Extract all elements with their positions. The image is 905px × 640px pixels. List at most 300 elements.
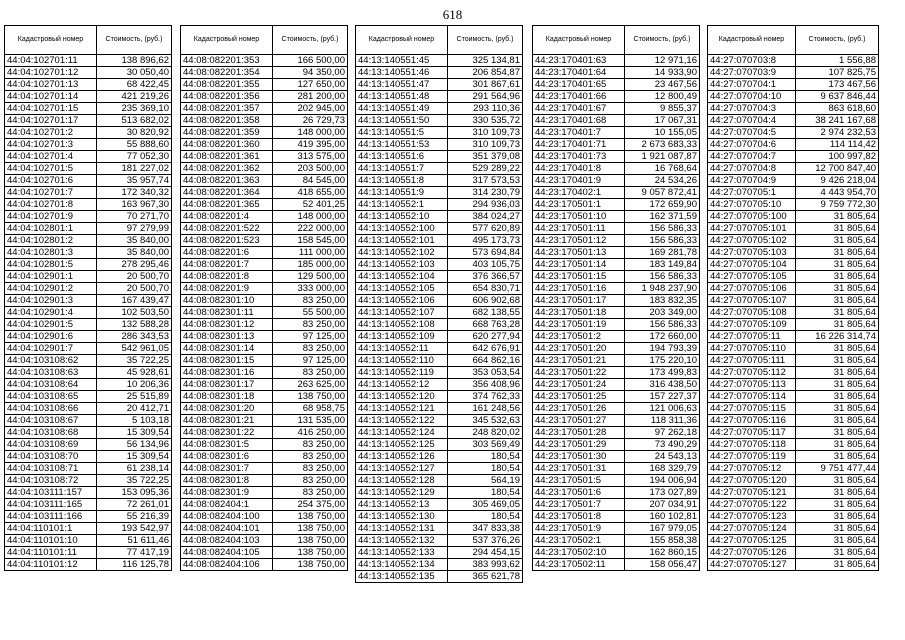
cadastral-number-cell: 44:13:140552:103 bbox=[356, 259, 448, 271]
cadastral-number-cell: 44:27:070705:111 bbox=[708, 355, 796, 367]
table-row bbox=[356, 415, 523, 427]
table-row bbox=[356, 151, 523, 163]
cost-cell: 416 250,00 bbox=[273, 427, 348, 439]
cadastral-number-cell: 44:27:070705:109 bbox=[708, 319, 796, 331]
table-row bbox=[5, 103, 172, 115]
cost-cell: 35 722,25 bbox=[97, 355, 172, 367]
cost-cell: 194 006,94 bbox=[625, 475, 700, 487]
column-header-cost: Стоимость, (руб.) bbox=[625, 26, 700, 55]
cadastral-number-cell: 44:08:082201:354 bbox=[181, 67, 273, 79]
table-row bbox=[533, 259, 700, 271]
cost-cell: 31 805,64 bbox=[796, 451, 879, 463]
column-header-cadastral-number: Кадастровый номер bbox=[181, 26, 273, 55]
cadastral-number-cell: 44:27:070705:112 bbox=[708, 367, 796, 379]
cadastral-number-cell: 44:08:082201:359 bbox=[181, 127, 273, 139]
cost-cell: 138 750,00 bbox=[273, 523, 348, 535]
cost-cell: 254 375,00 bbox=[273, 499, 348, 511]
cost-cell: 31 805,64 bbox=[796, 247, 879, 259]
cost-cell: 333 000,00 bbox=[273, 283, 348, 295]
cost-cell: 131 535,00 bbox=[273, 415, 348, 427]
cadastral-number-cell: 44:27:070705:118 bbox=[708, 439, 796, 451]
table-row bbox=[356, 235, 523, 247]
cadastral-number-cell: 44:08:082201:364 bbox=[181, 187, 273, 199]
cost-cell: 325 134,81 bbox=[448, 55, 523, 67]
table-row bbox=[5, 427, 172, 439]
cost-cell: 138 750,00 bbox=[273, 547, 348, 559]
cost-cell: 5 103,18 bbox=[97, 415, 172, 427]
cadastral-number-cell: 44:27:070705:103 bbox=[708, 247, 796, 259]
cadastral-number-cell: 44:04:102701:13 bbox=[5, 79, 97, 91]
cost-cell: 573 694,84 bbox=[448, 247, 523, 259]
cadastral-number-cell: 44:23:170501:17 bbox=[533, 295, 625, 307]
table-row bbox=[5, 319, 172, 331]
cost-cell: 495 173,73 bbox=[448, 235, 523, 247]
cadastral-number-cell: 44:04:110101:12 bbox=[5, 559, 97, 571]
cost-cell: 114 114,42 bbox=[796, 139, 879, 151]
table-row bbox=[181, 103, 348, 115]
cost-cell: 167 439,47 bbox=[97, 295, 172, 307]
cost-cell: 175 220,10 bbox=[625, 355, 700, 367]
table-row bbox=[5, 367, 172, 379]
cadastral-number-cell: 44:04:103111:157 bbox=[5, 487, 97, 499]
cadastral-number-cell: 44:08:082201:353 bbox=[181, 55, 273, 67]
table-row bbox=[356, 79, 523, 91]
table-row bbox=[533, 439, 700, 451]
cadastral-number-cell: 44:08:082201:358 bbox=[181, 115, 273, 127]
cadastral-number-cell: 44:13:140552:106 bbox=[356, 295, 448, 307]
table-row bbox=[356, 67, 523, 79]
cadastral-number-cell: 44:27:070705:114 bbox=[708, 391, 796, 403]
table-row bbox=[708, 271, 879, 283]
table-row bbox=[356, 559, 523, 571]
cost-cell: 31 805,64 bbox=[796, 367, 879, 379]
cost-cell: 172 659,90 bbox=[625, 199, 700, 211]
cost-cell: 248 820,02 bbox=[448, 427, 523, 439]
cost-cell: 55 888,60 bbox=[97, 139, 172, 151]
table-row bbox=[533, 415, 700, 427]
cost-cell: 173 499,83 bbox=[625, 367, 700, 379]
table-row bbox=[708, 295, 879, 307]
cost-cell: 207 034,91 bbox=[625, 499, 700, 511]
cadastral-number-cell: 44:08:082201:8 bbox=[181, 271, 273, 283]
cadastral-number-cell: 44:04:102701:15 bbox=[5, 103, 97, 115]
cadastral-number-cell: 44:04:103111:166 bbox=[5, 511, 97, 523]
cadastral-number-cell: 44:23:170402:1 bbox=[533, 187, 625, 199]
cost-cell: 163 967,30 bbox=[97, 199, 172, 211]
cost-cell: 181 227,02 bbox=[97, 163, 172, 175]
cost-cell: 418 655,00 bbox=[273, 187, 348, 199]
cost-cell: 14 933,90 bbox=[625, 67, 700, 79]
table-row bbox=[356, 547, 523, 559]
cost-cell: 83 250,00 bbox=[273, 463, 348, 475]
cost-cell: 156 586,33 bbox=[625, 235, 700, 247]
cost-cell: 316 438,50 bbox=[625, 379, 700, 391]
table-row bbox=[533, 379, 700, 391]
cadastral-number-cell: 44:13:140552:124 bbox=[356, 427, 448, 439]
cost-cell: 16 226 314,74 bbox=[796, 331, 879, 343]
table-row bbox=[356, 211, 523, 223]
table-row bbox=[356, 379, 523, 391]
table-row bbox=[5, 79, 172, 91]
cost-cell: 529 289,22 bbox=[448, 163, 523, 175]
table-row bbox=[533, 343, 700, 355]
table-row bbox=[5, 415, 172, 427]
cost-cell: 97 262,18 bbox=[625, 427, 700, 439]
table-row bbox=[181, 127, 348, 139]
cost-cell: 293 110,36 bbox=[448, 103, 523, 115]
table-row bbox=[5, 115, 172, 127]
cost-cell: 132 588,28 bbox=[97, 319, 172, 331]
cost-cell: 376 366,57 bbox=[448, 271, 523, 283]
table-row bbox=[5, 271, 172, 283]
table-row bbox=[181, 355, 348, 367]
cadastral-number-cell: 44:13:140552:13 bbox=[356, 499, 448, 511]
table-row bbox=[356, 271, 523, 283]
cadastral-number-cell: 44:23:170401:65 bbox=[533, 79, 625, 91]
cadastral-number-cell: 44:23:170501:18 bbox=[533, 307, 625, 319]
table-row bbox=[533, 91, 700, 103]
cadastral-number-cell: 44:27:070705:100 bbox=[708, 211, 796, 223]
cadastral-number-cell: 44:08:082301:16 bbox=[181, 367, 273, 379]
table-row bbox=[533, 67, 700, 79]
table-row bbox=[533, 283, 700, 295]
cost-cell: 23 467,56 bbox=[625, 79, 700, 91]
cost-cell: 68 958,75 bbox=[273, 403, 348, 415]
table-row bbox=[5, 523, 172, 535]
cost-cell: 25 515,89 bbox=[97, 391, 172, 403]
table-row bbox=[5, 67, 172, 79]
cost-cell: 68 422,45 bbox=[97, 79, 172, 91]
cost-cell: 194 793,39 bbox=[625, 343, 700, 355]
table-row bbox=[708, 91, 879, 103]
cadastral-number-cell: 44:27:070705:102 bbox=[708, 235, 796, 247]
cost-cell: 24 543,13 bbox=[625, 451, 700, 463]
cadastral-number-cell: 44:13:140552:126 bbox=[356, 451, 448, 463]
table-row bbox=[181, 175, 348, 187]
cost-cell: 374 762,33 bbox=[448, 391, 523, 403]
cost-cell: 564,19 bbox=[448, 475, 523, 487]
cost-cell: 83 250,00 bbox=[273, 367, 348, 379]
table-row bbox=[533, 331, 700, 343]
table-row bbox=[5, 151, 172, 163]
table-row bbox=[708, 559, 879, 571]
cost-cell: 162 371,59 bbox=[625, 211, 700, 223]
cadastral-number-cell: 44:13:140552:109 bbox=[356, 331, 448, 343]
cadastral-number-cell: 44:27:070704:4 bbox=[708, 115, 796, 127]
cadastral-number-cell: 44:27:070705:104 bbox=[708, 259, 796, 271]
cadastral-number-cell: 44:13:140552:135 bbox=[356, 571, 448, 583]
cadastral-number-cell: 44:23:170501:31 bbox=[533, 463, 625, 475]
cadastral-number-cell: 44:04:103108:67 bbox=[5, 415, 97, 427]
cadastral-number-cell: 44:04:110101:1 bbox=[5, 523, 97, 535]
cost-cell: 158 056,47 bbox=[625, 559, 700, 571]
table-row bbox=[708, 535, 879, 547]
table-row bbox=[181, 451, 348, 463]
cost-cell: 56 134,96 bbox=[97, 439, 172, 451]
table-row bbox=[181, 139, 348, 151]
cadastral-number-cell: 44:27:070705:107 bbox=[708, 295, 796, 307]
table-row bbox=[708, 547, 879, 559]
cadastral-number-cell: 44:08:082201:362 bbox=[181, 163, 273, 175]
table-row bbox=[181, 235, 348, 247]
table-row bbox=[356, 463, 523, 475]
cadastral-number-cell: 44:13:140552:105 bbox=[356, 283, 448, 295]
table-row bbox=[533, 295, 700, 307]
table-row bbox=[708, 523, 879, 535]
table-row bbox=[533, 391, 700, 403]
cost-cell: 156 586,33 bbox=[625, 223, 700, 235]
cost-cell: 180,54 bbox=[448, 487, 523, 499]
table-row bbox=[181, 415, 348, 427]
table-row bbox=[708, 199, 879, 211]
cadastral-number-cell: 44:27:070705:122 bbox=[708, 499, 796, 511]
table-row bbox=[356, 247, 523, 259]
cadastral-number-cell: 44:04:102901:7 bbox=[5, 343, 97, 355]
cadastral-number-cell: 44:08:082201:523 bbox=[181, 235, 273, 247]
cost-cell: 158 545,00 bbox=[273, 235, 348, 247]
cost-cell: 167 979,05 bbox=[625, 523, 700, 535]
cost-cell: 12 700 847,40 bbox=[796, 163, 879, 175]
table-row bbox=[708, 115, 879, 127]
table-row bbox=[533, 475, 700, 487]
cadastral-number-cell: 44:27:070705:125 bbox=[708, 535, 796, 547]
table-row bbox=[181, 259, 348, 271]
cadastral-number-cell: 44:27:070704:3 bbox=[708, 103, 796, 115]
cadastral-number-cell: 44:23:170501:15 bbox=[533, 271, 625, 283]
cost-cell: 157 227,37 bbox=[625, 391, 700, 403]
cadastral-table-1 bbox=[4, 25, 172, 571]
cost-cell: 314 230,79 bbox=[448, 187, 523, 199]
cost-cell: 84 545,00 bbox=[273, 175, 348, 187]
cadastral-number-cell: 44:27:070705:119 bbox=[708, 451, 796, 463]
cadastral-number-cell: 44:08:082201:7 bbox=[181, 259, 273, 271]
cost-cell: 61 238,14 bbox=[97, 463, 172, 475]
cadastral-number-cell: 44:08:082201:363 bbox=[181, 175, 273, 187]
table-row bbox=[181, 379, 348, 391]
cost-cell: 116 125,78 bbox=[97, 559, 172, 571]
cadastral-table-3 bbox=[355, 25, 523, 583]
table-row bbox=[181, 475, 348, 487]
cadastral-number-cell: 44:13:140552:128 bbox=[356, 475, 448, 487]
cost-cell: 121 006,63 bbox=[625, 403, 700, 415]
cost-cell: 31 805,64 bbox=[796, 295, 879, 307]
cadastral-number-cell: 44:04:102801:3 bbox=[5, 247, 97, 259]
cost-cell: 330 535,72 bbox=[448, 115, 523, 127]
table-row bbox=[5, 247, 172, 259]
cadastral-number-cell: 44:13:140552:12 bbox=[356, 379, 448, 391]
cost-cell: 100 997,82 bbox=[796, 151, 879, 163]
cadastral-number-cell: 44:13:140551:5 bbox=[356, 127, 448, 139]
cost-cell: 1 948 237,90 bbox=[625, 283, 700, 295]
cost-cell: 294 454,15 bbox=[448, 547, 523, 559]
cadastral-number-cell: 44:27:070705:1 bbox=[708, 187, 796, 199]
cadastral-number-cell: 44:23:170401:63 bbox=[533, 55, 625, 67]
cadastral-number-cell: 44:23:170501:8 bbox=[533, 511, 625, 523]
table-row bbox=[5, 511, 172, 523]
table-row bbox=[533, 427, 700, 439]
cadastral-number-cell: 44:04:102901:5 bbox=[5, 319, 97, 331]
cadastral-number-cell: 44:13:140551:6 bbox=[356, 151, 448, 163]
cadastral-number-cell: 44:13:140552:1 bbox=[356, 199, 448, 211]
cadastral-number-cell: 44:27:070705:123 bbox=[708, 511, 796, 523]
cost-cell: 31 805,64 bbox=[796, 547, 879, 559]
cadastral-table-2 bbox=[180, 25, 348, 571]
cost-cell: 203 349,00 bbox=[625, 307, 700, 319]
cadastral-number-cell: 44:04:103108:68 bbox=[5, 427, 97, 439]
table-row bbox=[356, 475, 523, 487]
cadastral-number-cell: 44:13:140551:49 bbox=[356, 103, 448, 115]
table-row bbox=[708, 211, 879, 223]
table-row bbox=[708, 511, 879, 523]
cadastral-number-cell: 44:13:140552:107 bbox=[356, 307, 448, 319]
column-header-cadastral-number: Кадастровый номер bbox=[708, 26, 796, 55]
header-row bbox=[533, 26, 700, 55]
table-row bbox=[708, 427, 879, 439]
cadastral-number-cell: 44:23:170501:22 bbox=[533, 367, 625, 379]
cadastral-number-cell: 44:23:170501:14 bbox=[533, 259, 625, 271]
table-row bbox=[5, 163, 172, 175]
table-row bbox=[181, 319, 348, 331]
cadastral-number-cell: 44:08:082301:22 bbox=[181, 427, 273, 439]
cadastral-number-cell: 44:04:102801:5 bbox=[5, 259, 97, 271]
cost-cell: 127 650,00 bbox=[273, 79, 348, 91]
table-row bbox=[356, 259, 523, 271]
table-row bbox=[708, 67, 879, 79]
cost-cell: 353 053,54 bbox=[448, 367, 523, 379]
cost-cell: 24 534,26 bbox=[625, 175, 700, 187]
table-row bbox=[5, 139, 172, 151]
cost-cell: 347 833,38 bbox=[448, 523, 523, 535]
cost-cell: 384 024,27 bbox=[448, 211, 523, 223]
table-row bbox=[181, 367, 348, 379]
cost-cell: 72 261,01 bbox=[97, 499, 172, 511]
table-row bbox=[708, 331, 879, 343]
cadastral-number-cell: 44:27:070704:10 bbox=[708, 91, 796, 103]
cost-cell: 9 759 772,30 bbox=[796, 199, 879, 211]
cadastral-number-cell: 44:04:102701:3 bbox=[5, 139, 97, 151]
cadastral-number-cell: 44:13:140552:10 bbox=[356, 211, 448, 223]
cost-cell: 31 805,64 bbox=[796, 235, 879, 247]
cost-cell: 10 155,05 bbox=[625, 127, 700, 139]
table-row bbox=[708, 223, 879, 235]
cadastral-number-cell: 44:08:082201:4 bbox=[181, 211, 273, 223]
table-row bbox=[356, 175, 523, 187]
cost-cell: 863 618,60 bbox=[796, 103, 879, 115]
table-row bbox=[356, 283, 523, 295]
cost-cell: 1 556,88 bbox=[796, 55, 879, 67]
table-row bbox=[533, 559, 700, 571]
cost-cell: 156 586,33 bbox=[625, 271, 700, 283]
table-row bbox=[708, 475, 879, 487]
cadastral-number-cell: 44:23:170501:25 bbox=[533, 391, 625, 403]
cadastral-number-cell: 44:13:140552:125 bbox=[356, 439, 448, 451]
table-row bbox=[708, 163, 879, 175]
cost-cell: 31 805,64 bbox=[796, 223, 879, 235]
cadastral-number-cell: 44:27:070704:6 bbox=[708, 139, 796, 151]
table-row bbox=[181, 163, 348, 175]
table-row bbox=[708, 55, 879, 67]
table-row bbox=[5, 463, 172, 475]
cost-cell: 138 750,00 bbox=[273, 535, 348, 547]
cadastral-number-cell: 44:13:140551:8 bbox=[356, 175, 448, 187]
cadastral-number-cell: 44:23:170501:13 bbox=[533, 247, 625, 259]
cadastral-number-cell: 44:23:170501:10 bbox=[533, 211, 625, 223]
column-header-cost: Стоимость, (руб.) bbox=[273, 26, 348, 55]
cadastral-number-cell: 44:13:140552:132 bbox=[356, 535, 448, 547]
cadastral-number-cell: 44:27:070705:121 bbox=[708, 487, 796, 499]
table-row bbox=[533, 523, 700, 535]
cadastral-number-cell: 44:04:102901:3 bbox=[5, 295, 97, 307]
table-row bbox=[708, 307, 879, 319]
table-row bbox=[533, 115, 700, 127]
cost-cell: 83 250,00 bbox=[273, 295, 348, 307]
cadastral-number-cell: 44:13:140551:47 bbox=[356, 79, 448, 91]
cost-cell: 278 295,46 bbox=[97, 259, 172, 271]
cadastral-number-cell: 44:04:110101:10 bbox=[5, 535, 97, 547]
cost-cell: 70 271,70 bbox=[97, 211, 172, 223]
cadastral-number-cell: 44:23:170401:67 bbox=[533, 103, 625, 115]
cost-cell: 77 052,30 bbox=[97, 151, 172, 163]
cost-cell: 107 825,75 bbox=[796, 67, 879, 79]
cost-cell: 305 469,05 bbox=[448, 499, 523, 511]
table-row bbox=[356, 499, 523, 511]
cadastral-number-cell: 44:23:170501:12 bbox=[533, 235, 625, 247]
cadastral-number-cell: 44:13:140552:129 bbox=[356, 487, 448, 499]
table-row bbox=[708, 451, 879, 463]
column-header-cadastral-number: Кадастровый номер bbox=[356, 26, 448, 55]
cadastral-number-cell: 44:13:140551:48 bbox=[356, 91, 448, 103]
cadastral-number-cell: 44:04:102901:2 bbox=[5, 283, 97, 295]
cost-cell: 9 637 846,44 bbox=[796, 91, 879, 103]
cost-cell: 281 200,00 bbox=[273, 91, 348, 103]
cost-cell: 365 621,78 bbox=[448, 571, 523, 583]
table-row bbox=[533, 451, 700, 463]
cadastral-number-cell: 44:27:070705:10 bbox=[708, 199, 796, 211]
cost-cell: 83 250,00 bbox=[273, 487, 348, 499]
cadastral-number-cell: 44:04:102701:7 bbox=[5, 187, 97, 199]
table-row bbox=[533, 175, 700, 187]
cadastral-number-cell: 44:08:082301:13 bbox=[181, 331, 273, 343]
table-row bbox=[356, 343, 523, 355]
table-row bbox=[181, 559, 348, 571]
cadastral-number-cell: 44:04:102701:17 bbox=[5, 115, 97, 127]
cost-cell: 94 350,00 bbox=[273, 67, 348, 79]
table-row bbox=[356, 139, 523, 151]
cadastral-number-cell: 44:23:170501:9 bbox=[533, 523, 625, 535]
cost-cell: 31 805,64 bbox=[796, 355, 879, 367]
cadastral-number-cell: 44:08:082404:103 bbox=[181, 535, 273, 547]
cost-cell: 206 854,87 bbox=[448, 67, 523, 79]
table-row bbox=[708, 151, 879, 163]
table-row bbox=[708, 439, 879, 451]
table-row bbox=[5, 259, 172, 271]
cadastral-number-cell: 44:08:082301:20 bbox=[181, 403, 273, 415]
cost-cell: 403 105,75 bbox=[448, 259, 523, 271]
table-row bbox=[356, 127, 523, 139]
cost-cell: 31 805,64 bbox=[796, 403, 879, 415]
table-row bbox=[533, 103, 700, 115]
table-row bbox=[533, 403, 700, 415]
cadastral-number-cell: 44:27:070705:115 bbox=[708, 403, 796, 415]
table-row bbox=[181, 439, 348, 451]
cost-cell: 35 722,25 bbox=[97, 475, 172, 487]
table-row bbox=[708, 379, 879, 391]
cost-cell: 20 500,70 bbox=[97, 283, 172, 295]
cadastral-number-cell: 44:27:070703:9 bbox=[708, 67, 796, 79]
cadastral-number-cell: 44:23:170502:1 bbox=[533, 535, 625, 547]
cost-cell: 31 805,64 bbox=[796, 343, 879, 355]
cadastral-number-cell: 44:27:070705:116 bbox=[708, 415, 796, 427]
